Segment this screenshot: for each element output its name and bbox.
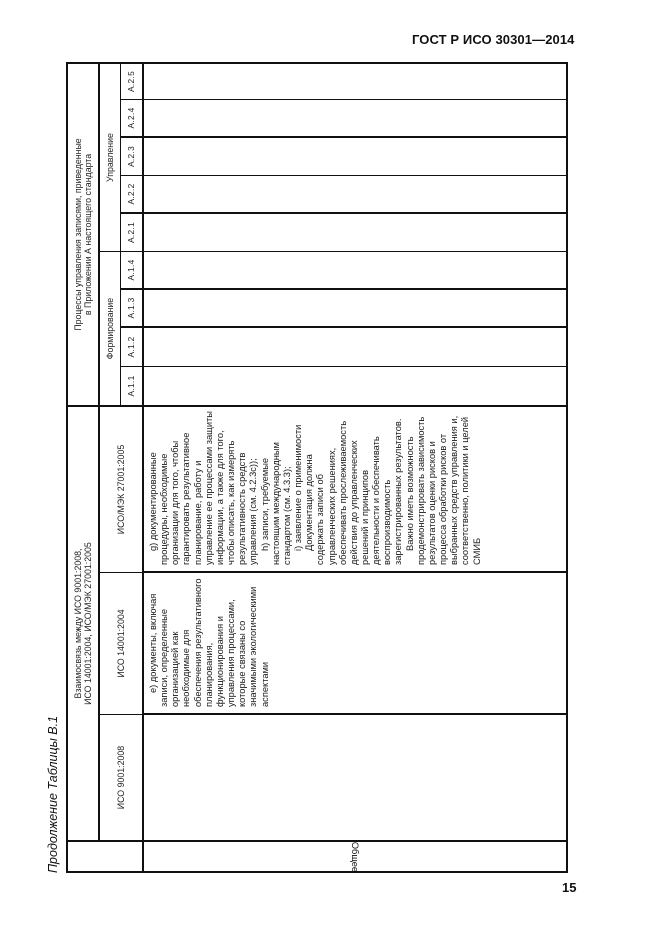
cell-a13-general [142,290,568,328]
cell-a24-general [142,100,568,138]
processes-header-line1: Процессы управления записями, приведенные [72,138,83,331]
relationship-header-line2: ИСО 14001:2004, ИСО/МЭК 27001:2005 [83,542,93,705]
row-label-general: Общее [142,842,568,873]
group-header-management: Управление [98,62,120,252]
relationship-header-line1: Взаимосвязь между ИСО 9001:2008, [72,548,83,699]
page-number: 15 [562,880,577,895]
process-code-a21: А.2.1 [120,214,142,252]
process-code-a11: А.1.1 [120,367,142,407]
cell-iso27001-general [142,407,568,573]
process-code-a25: А.2.5 [120,62,142,100]
cell-a12-general [142,328,568,367]
cell-a11-general [142,367,568,407]
column-header-iso9001: ИСО 9001:2008 [98,715,142,842]
process-code-a12: А.1.2 [120,328,142,367]
process-code-a22: А.2.2 [120,176,142,214]
table-caption-container [40,62,66,873]
column-header-iso27001: ИСО/МЭК 27001:2005 [98,407,142,573]
table-caption-text: Продолжение Таблицы В.1 [46,715,60,873]
table-caption [40,62,66,873]
cell-a22-general [142,176,568,214]
process-code-a23: А.2.3 [120,138,142,176]
processes-header [66,62,98,407]
cell-iso14001-general [142,573,568,715]
process-code-a13: А.1.3 [120,290,142,328]
iso27001-paragraph-i: i) заявление о применимости [293,424,304,551]
iso27001-paragraph-documentation: Документация должна содержать записи об управленческих решениях, обеспечивать прослеживаемость действия до управленческих решений и принципов деятельности и обеспечивать воспроизводимость зарегистрированных результатов. [304,418,404,565]
relationship-header [66,407,98,842]
continuation-table [66,62,568,873]
cell-a25-general [142,62,568,100]
processes-header-line2: в Приложении А настоящего стандарта [83,153,93,316]
standard-header: ГОСТ Р ИСО 30301—2014 [412,32,575,47]
group-header-formation: Формирование [98,252,120,407]
cell-a23-general [142,138,568,176]
iso27001-paragraph-h: h) записи, требуемые настоящим международным стандартом (см. 4.3.3); [259,442,292,565]
cell-iso9001-general [142,715,568,842]
iso14001-paragraph: е) документы, включая записи, определенные организацией как необходимые для обеспечения результативного планирования, функционирования и управления процессами, которые связаны со значимыми экологическими аспектами [148,578,270,707]
iso27001-paragraph-g: g) документированные процедуры, необходимые организации для того, чтобы гарантировать результативное планирование, работу и управление ее процессами защиты информации, а также для того, чтобы описать, как измерять результативность средств управления (см. 4.2.3с)); [148,411,259,565]
cell-a14-general [142,252,568,290]
process-code-a14: А.1.4 [120,252,142,290]
rotated-table-host [66,62,568,873]
iso27001-paragraph-importance: Важно иметь возможность продемонстрировать зависимость результатов оценки рисков и процесса обработки рисков от выбранных средств управления и, соответственно, политики и целей СМИБ [404,415,482,565]
row-label-header-blank [66,842,142,873]
column-header-iso14001: ИСО 14001:2004 [98,573,142,715]
process-code-a24: А.2.4 [120,100,142,138]
cell-a21-general [142,214,568,252]
